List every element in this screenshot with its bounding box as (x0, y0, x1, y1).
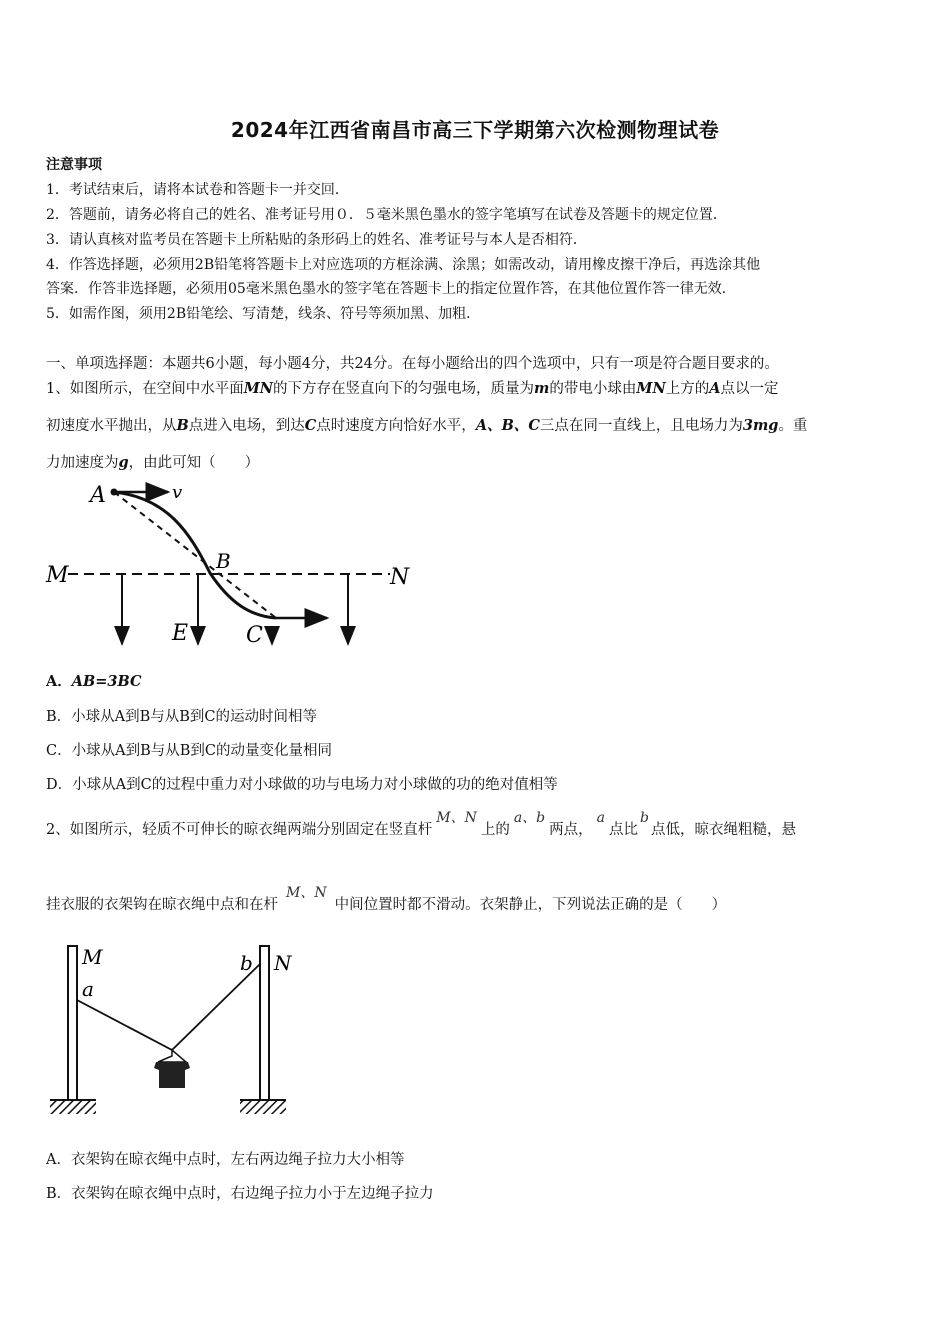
notice-heading: 注意事项 (46, 157, 102, 173)
q1-stem-line3: 力加速度为g，由此可知（ ） (46, 454, 260, 471)
pole-m (68, 946, 77, 1100)
notice-item: 2．答题前，请务必将自己的姓名、准考证号用０．５毫米黑色墨水的签字笔填写在试卷及答题卡的规定位置． (46, 207, 727, 223)
label-a: A (90, 483, 106, 508)
label-a: a (82, 977, 94, 1001)
q1-stem-line2: 初速度水平抛出，从B点进入电场，到达C点时速度方向恰好水平，A、B、C三点在同一直线上，且电场力为3mg。重 (46, 417, 808, 434)
q1-option-c[interactable]: C．小球从A到B与从B到C的动量变化量相同 (46, 743, 332, 759)
notice-item: 5．如需作图，须用2B铅笔绘、写清楚，线条、符号等须加黑、加粗． (46, 306, 481, 322)
notice-item: 3．请认真核对监考员在答题卡上所粘贴的条形码上的姓名、准考证号与本人是否相符． (46, 232, 587, 248)
q1-option-a[interactable]: A．AB=3BC (46, 673, 142, 690)
notice-item: 1．考试结束后，请将本试卷和答题卡一并交回． (46, 182, 349, 198)
q2-option-b[interactable]: B．衣架钩在晾衣绳中点时，右边绳子拉力小于左边绳子拉力 (46, 1186, 434, 1202)
q1-stem-line1: 1、如图所示，在空间中水平面MN的下方存在竖直向下的匀强电场，质量为m的带电小球由MN上方的A点以一定 (46, 380, 779, 397)
q2-stem-line1: 2、如图所示，轻质不可伸长的晾衣绳两端分别固定在竖直杆M、N上的a、b两点，a点比b点低，晾衣绳粗糙，悬 (46, 810, 796, 838)
clothes-icon (154, 1062, 190, 1088)
pole-n (260, 946, 269, 1100)
q2-stem-line2: 挂衣服的衣架钩在晾衣绳中点和在杆M、N中间位置时都不滑动。衣架静止，下列说法正确的是（ ） (46, 885, 727, 913)
section-heading: 一、单项选择题：本题共6小题，每小题4分，共24分。在每小题给出的四个选项中，只有一项是符合题目要求的。 (46, 356, 779, 372)
q1-option-b[interactable]: B．小球从A到B与从B到C的运动时间相等 (46, 709, 318, 725)
label-e: E (172, 621, 189, 646)
notice-item: 4．作答选择题，必须用2B铅笔将答题卡上对应选项的方框涂满、涂黑；如需改动，请用橡皮擦干净后，再选涂其他 (46, 257, 761, 273)
label-m: M (82, 945, 103, 969)
label-n: N (274, 951, 292, 975)
label-m: M (46, 563, 69, 588)
ground-left (50, 1100, 96, 1114)
q1-option-d[interactable]: D．小球从A到C的过程中重力对小球做的功与电场力对小球做的功的绝对值相等 (46, 777, 558, 793)
label-n: N (390, 565, 410, 590)
ground-right (240, 1100, 286, 1114)
page-title: 2024年江西省南昌市高三下学期第六次检测物理试卷 (230, 118, 720, 142)
notice-item: 答案．作答非选择题，必须用05毫米黑色墨水的签字笔在答题卡上的指定位置作答，在其他位置作答一律无效． (46, 281, 736, 297)
hanger (158, 1050, 186, 1062)
label-b: b (240, 951, 253, 975)
clothesline-rope (77, 964, 260, 1050)
q2-option-a[interactable]: A．衣架钩在晾衣绳中点时，左右两边绳子拉力大小相等 (46, 1152, 405, 1168)
q2-figure (44, 942, 314, 1122)
label-b: B (216, 549, 231, 573)
ac-dashed-line (114, 492, 276, 618)
label-v: v (172, 482, 183, 503)
label-c: C (246, 623, 263, 648)
q1-figure (40, 478, 420, 658)
